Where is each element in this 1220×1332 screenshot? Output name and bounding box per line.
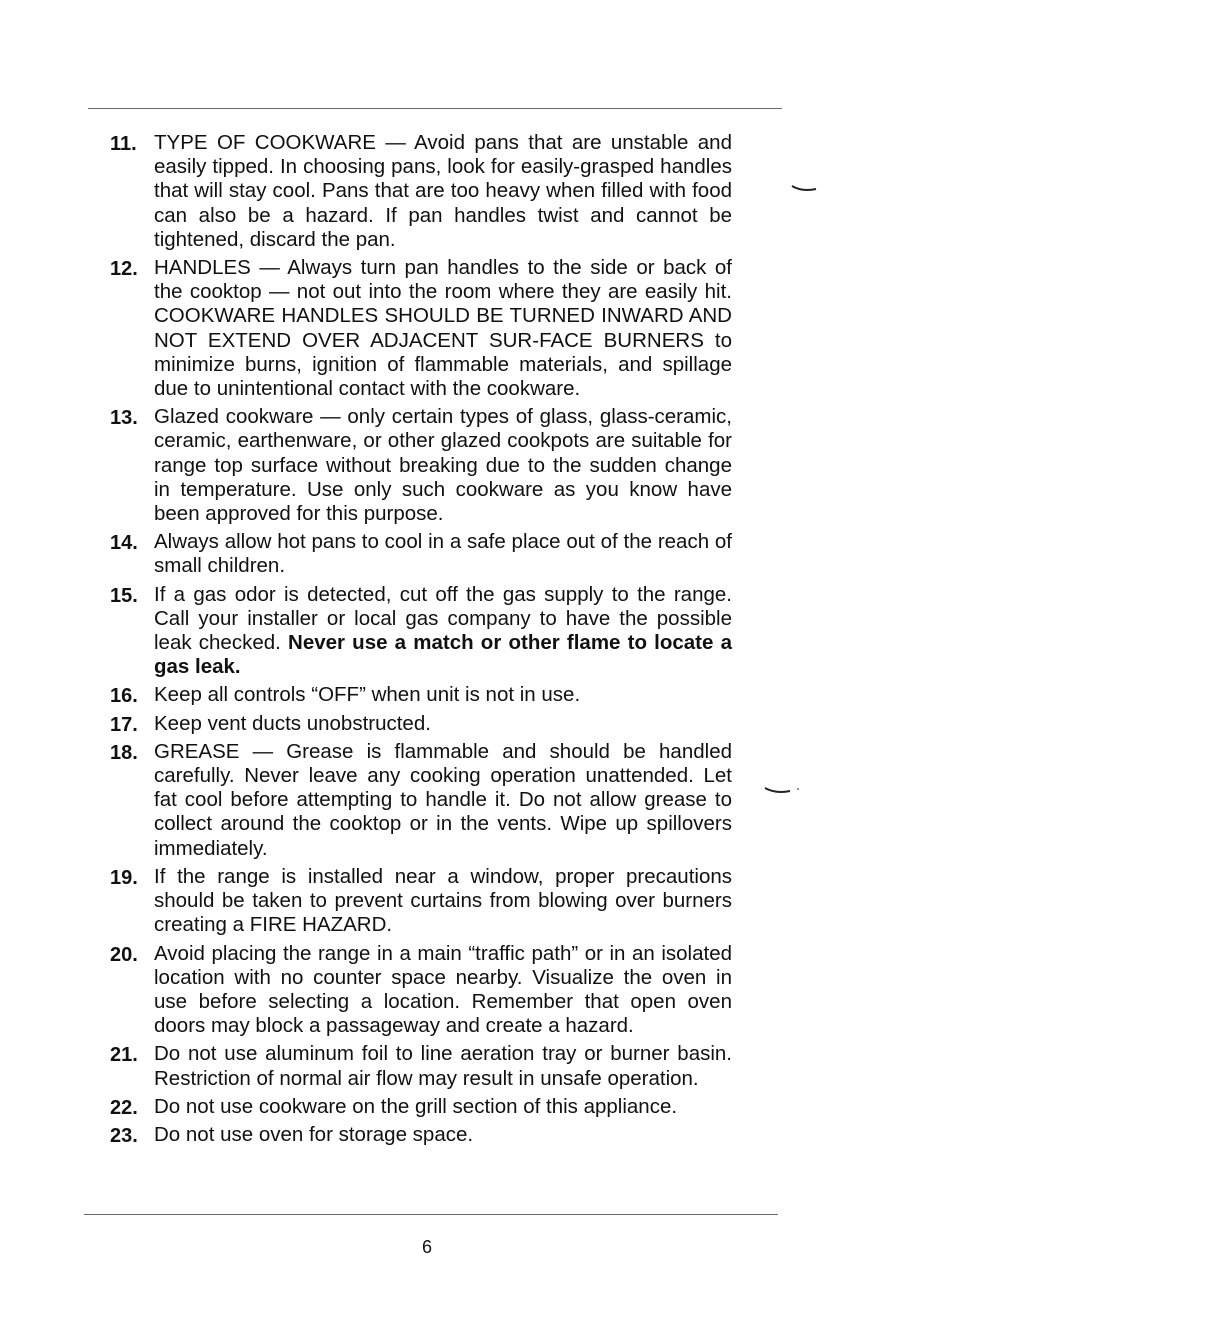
item-text: Always allow hot pans to cool in a safe place out of the reach of small children. xyxy=(154,530,732,578)
item-number: 16. xyxy=(110,685,138,708)
item-number: 19. xyxy=(110,866,138,889)
item-warning-bold: Never use a match or other flame to locate a gas leak. xyxy=(154,631,732,679)
list-item xyxy=(110,1042,732,1090)
item-number: 11. xyxy=(110,133,137,155)
bottom-rule xyxy=(84,1214,778,1215)
item-number: 21. xyxy=(110,1044,138,1067)
item-number: 22. xyxy=(110,1096,138,1119)
item-text: Glazed cookware — only certain types of glass, glass-ceramic, ceramic, earthenware, or other glazed cookpots are suitable for range top surface without breaking due to the sudden change in temperature. Use only such cookware as you know have been approved for this purpose. xyxy=(154,405,732,526)
list-item xyxy=(110,712,732,736)
list-item xyxy=(110,865,732,938)
item-text: Keep vent ducts unobstructed. xyxy=(154,711,431,735)
list-item xyxy=(110,1123,732,1147)
list-item xyxy=(110,740,732,861)
scan-mark xyxy=(762,782,808,796)
item-text: Avoid placing the range in a main “traffic path” or in an isolated location with no counter space nearby. Visualize the oven in use before selecting a location. Remember that open oven doors may block a passageway and create a hazard. xyxy=(154,941,732,1038)
item-number: 17. xyxy=(110,713,138,736)
list-item xyxy=(110,256,732,401)
item-number: 18. xyxy=(110,741,138,764)
item-number: 14. xyxy=(110,532,138,555)
item-number: 20. xyxy=(110,943,138,966)
item-text: If the range is installed near a window, proper precautions should be taken to prevent curtains from blowing over burners creating a FIRE HAZARD. xyxy=(154,864,732,937)
item-number: 15. xyxy=(110,584,138,607)
list-item xyxy=(110,683,732,707)
item-text: Keep all controls “OFF” when unit is not in use. xyxy=(154,683,581,707)
item-number: 23. xyxy=(110,1124,138,1147)
safety-instructions-list xyxy=(110,131,732,1151)
list-item xyxy=(110,131,732,252)
list-item xyxy=(110,530,732,578)
item-text: If a gas odor is detected, cut off the gas supply to the range. Call your installer or local gas company to have the possible leak checked. xyxy=(154,582,732,655)
item-text: TYPE OF COOKWARE — Avoid pans that are unstable and easily tipped. In choosing pans, look for easily-grasped handles that will stay cool. Pans that are too heavy when filled with food can also be a hazard. If pan handles twist and cannot be tightened, discard the pan. xyxy=(154,131,732,251)
list-item xyxy=(110,1095,732,1119)
item-text: HANDLES — Always turn pan handles to the side or back of the cooktop — not out into the room where they are easily hit. COOKWARE HANDLES SHOULD BE TURNED INWARD AND NOT EXTEND OVER ADJACENT SUR-FACE BURNERS to minimize burns, ignition of flammable materials, and spillage due to unintentional contact with the cookware. xyxy=(154,256,732,401)
item-text: Do not use aluminum foil to line aeration tray or burner basin. Restriction of normal air flow may result in unsafe operation. xyxy=(154,1042,732,1090)
item-text: Do not use oven for storage space. xyxy=(154,1122,474,1146)
item-number: 13. xyxy=(110,407,138,430)
item-text: GREASE — Grease is flammable and should be handled carefully. Never leave any cooking operation unattended. Let fat cool before attempting to handle it. Do not allow grease to collect around the cooktop or in the vents. Wipe up spillovers immediately. xyxy=(154,739,732,860)
list-item xyxy=(110,942,732,1039)
item-number: 12. xyxy=(110,258,138,281)
item-text: Do not use cookware on the grill section of this appliance. xyxy=(154,1094,678,1118)
list-item xyxy=(110,405,732,526)
page-number: 6 xyxy=(421,1237,432,1257)
scan-mark xyxy=(790,183,820,195)
list-item xyxy=(110,583,732,680)
top-rule xyxy=(88,108,782,109)
